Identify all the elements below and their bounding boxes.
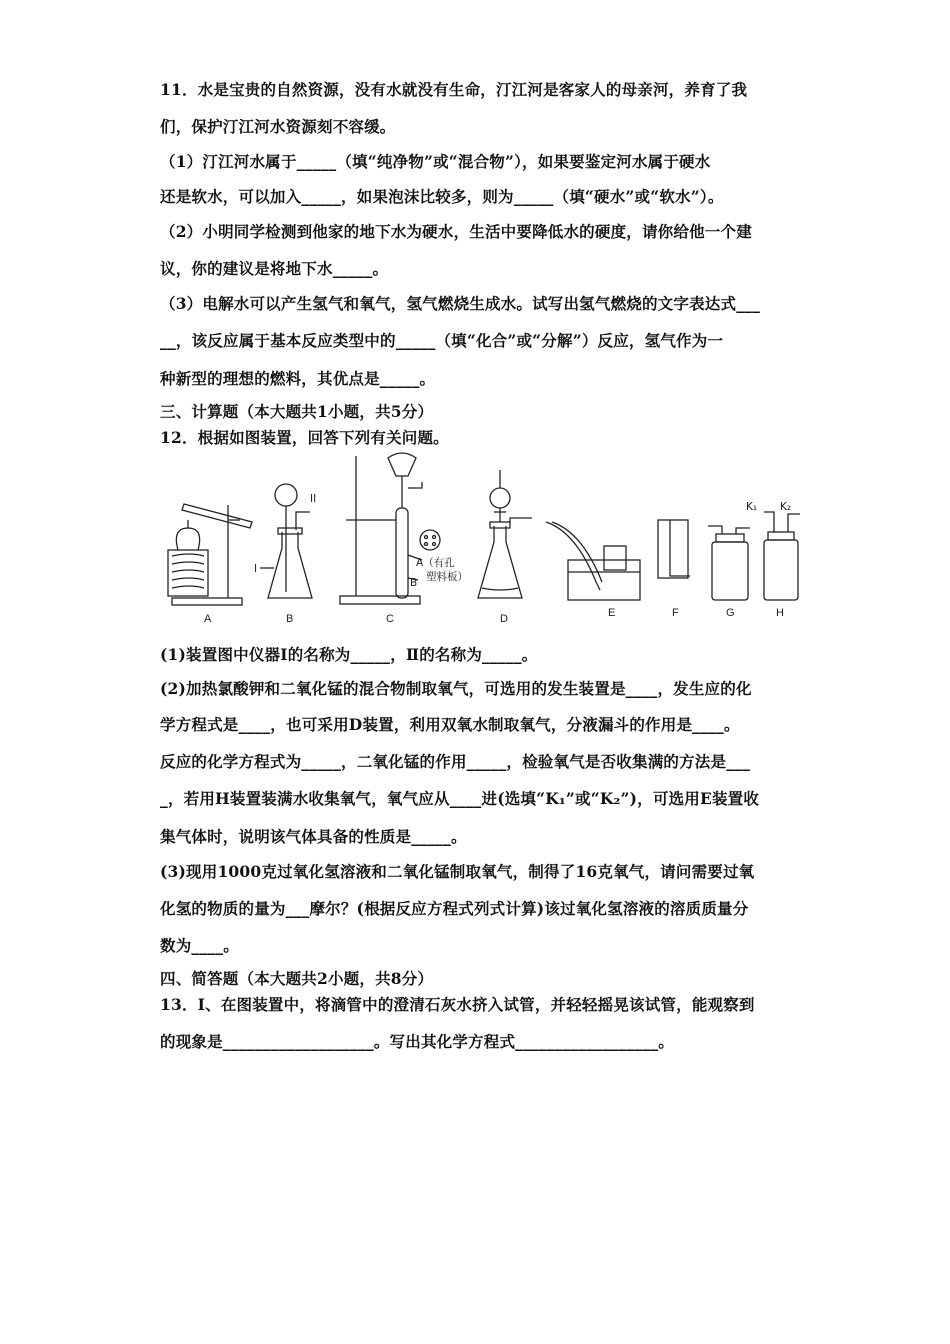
q13-line-2: 的现象是___________________。写出其化学方程式__________________。 <box>160 1032 674 1051</box>
q11-line-4: 还是软水，可以加入_____，如果泡沫比较多，则为_____（填“硬水”或“软水”）。 <box>160 187 724 206</box>
q11-line-2: 们，保护汀江河水资源刻不容缓。 <box>160 117 396 136</box>
mark-i: I <box>254 563 258 575</box>
mark-plate-b: 塑料板） <box>426 571 468 583</box>
apparatus-d <box>478 470 532 598</box>
q11-line-6: 议，你的建议是将地下水_____。 <box>160 259 389 278</box>
apparatus-a <box>168 504 252 605</box>
apparatus-diagram <box>160 450 800 630</box>
apparatus-figure <box>160 450 800 630</box>
label-g: G <box>726 607 735 619</box>
mark-k1: K₁ <box>746 501 758 513</box>
q12-line-2: (2)加热氯酸钾和二氧化锰的混合物制取氧气，可选用的发生装置是____，发生应的化 <box>160 679 752 698</box>
q12-line-7: (3)现用1000克过氧化氢溶液和二氧化锰制取氧气，制得了16克氧气，请问需要过氧 <box>160 862 755 881</box>
apparatus-f <box>658 520 690 578</box>
q12-line-5: _，若用H装置装满水收集氧气，氧气应从____进(选填“K₁”或“K₂”)，可选用E装置收 <box>160 789 760 808</box>
q12-stem: 12．根据如图装置，回答下列有关问题。 <box>160 428 449 447</box>
apparatus-c <box>340 453 440 604</box>
q11-line-9: 种新型的理想的燃料，其优点是_____。 <box>160 369 436 388</box>
label-a: A <box>204 613 212 625</box>
q11-line-8: __，该反应属于基本反应类型中的_____（填“化合”或“分解”）反应，氢气作为一 <box>160 331 724 350</box>
section-4-heading: 四、简答题（本大题共2小题，共8分） <box>160 969 434 988</box>
label-b: B <box>286 613 294 625</box>
q11-line-3: （1）汀江河水属于_____（填“纯净物”或“混合物”），如果要鉴定河水属于硬水 <box>160 152 711 171</box>
q11-line-7: （3）电解水可以产生氢气和氧气，氢气燃烧生成水。试写出氢气燃烧的文字表达式___ <box>160 294 761 313</box>
mark-ii: II <box>310 493 317 505</box>
q11-line-5: （2）小明同学检测到他家的地下水为硬水，生活中要降低水的硬度，请你给他一个建 <box>160 222 752 241</box>
apparatus-e <box>546 522 640 600</box>
q12-line-6: 集气体时，说明该气体具备的性质是_____。 <box>160 827 467 846</box>
apparatus-b <box>260 484 312 598</box>
q12-line-3: 学方程式是____，也可采用D装置，利用双氧水制取氧气，分液漏斗的作用是____。 <box>160 715 740 734</box>
section-3-heading: 三、计算题（本大题共1小题，共5分） <box>160 402 434 421</box>
apparatus-labels <box>204 493 791 625</box>
mark-b: B <box>410 577 418 589</box>
q12-line-9: 数为____。 <box>160 936 239 955</box>
mark-k2: K₂ <box>780 501 792 513</box>
q12-line-4: 反应的化学方程式为_____，二氧化锰的作用_____，检验氧气是否收集满的方法是___ <box>160 752 751 771</box>
label-h: H <box>776 607 784 619</box>
q12-line-8: 化氢的物质的量为___摩尔？(根据反应方程式列式计算)该过氧化氢溶液的溶质质量分 <box>160 899 749 918</box>
apparatus-h <box>764 512 800 600</box>
q11-line-1: 11．水是宝贵的自然资源，没有水就没有生命，汀江河是客家人的母亲河，养育了我 <box>160 80 748 99</box>
label-e: E <box>608 607 616 619</box>
label-f: F <box>672 607 679 619</box>
q12-line-1: (1)装置图中仪器Ⅰ的名称为_____，Ⅱ的名称为_____。 <box>160 645 538 664</box>
label-d: D <box>500 613 508 625</box>
q13-line-1: 13．Ⅰ、在图装置中，将滴管中的澄清石灰水挤入试管，并轻轻摇晃该试管，能观察到 <box>160 995 755 1014</box>
apparatus-g <box>708 526 750 600</box>
label-c: C <box>386 613 394 625</box>
mark-plate-a: A（有孔 <box>416 557 455 569</box>
